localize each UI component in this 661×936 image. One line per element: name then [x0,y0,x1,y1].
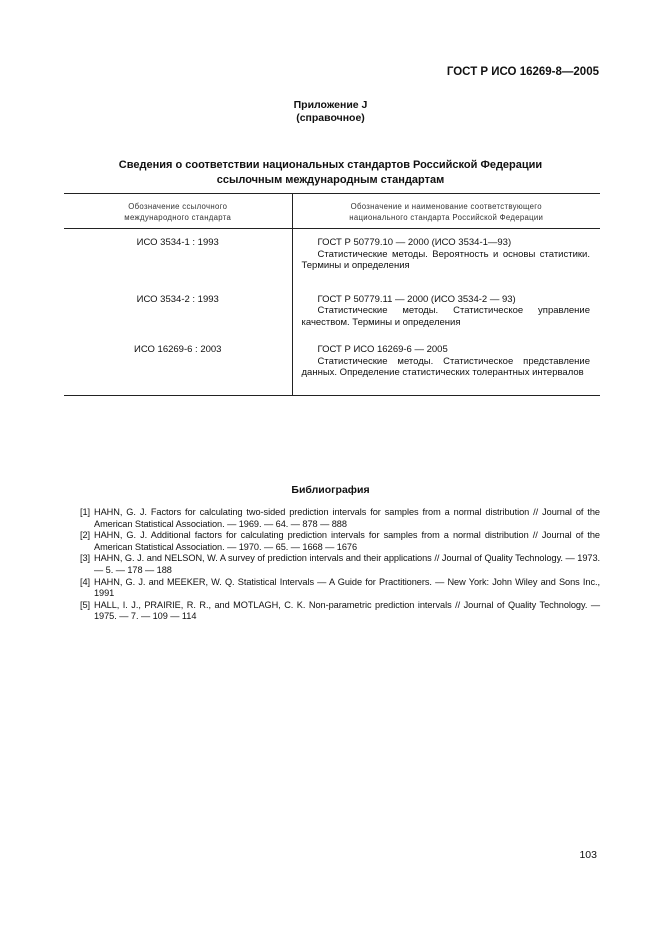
reference-number: [4] [80,576,91,587]
bibliography-list [80,507,600,623]
standards-table [64,193,600,396]
document-code: ГОСТ Р ИСО 16269-8—2005 [446,66,599,78]
header-international-standard [64,194,292,229]
header-national-standard [292,194,600,229]
bibliography-item [80,600,600,623]
table-row [64,336,600,395]
reference-text: HAHN, G. J. and MEEKER, W. Q. Statistical Intervals — A Guide for Practitioners. — New York: John Wiley and Sons Inc., 1991 [94,576,600,599]
reference-number: [1] [80,507,91,517]
header-col1-line1: Обозначение ссылочного [128,202,228,211]
reference-text: HAHN, G. J. and NELSON, W. A survey of prediction intervals and their applications // Journal of Quality Technology. — 1973. — 5. — 178 — 188 [94,553,600,575]
national-standard-description: Статистические методы. Статистическое управление качеством. Термины и определения [301,305,590,328]
national-standard-description: Статистические методы. Вероятность и основы статистики. Термины и определения [301,248,590,272]
national-standard-cell [292,286,600,337]
reference-number: [5] [80,599,91,610]
international-standard-cell: ИСО 3534-2 : 1993 [64,286,292,337]
national-standard-cell [292,229,600,286]
national-standard-code: ГОСТ Р ИСО 16269-6 — 2005 [317,344,448,356]
annex-heading [0,99,661,125]
annex-subtitle: (справочное) [296,112,365,124]
reference-number: [3] [80,553,91,564]
table-row [64,286,600,337]
bibliography-item [80,553,600,576]
table-title [0,158,661,188]
international-standard-cell: ИСО 3534-1 : 1993 [64,229,292,286]
table-header-row [64,194,600,229]
national-standard-code: ГОСТ Р 50779.10 — 2000 (ИСО 3534-1—93) [317,237,512,248]
bibliography-title: Библиография [291,484,370,496]
international-standard-cell: ИСО 16269-6 : 2003 [64,336,292,395]
table-title-line1: Сведения о соответствии национальных стандартов Российской Федерации [118,159,543,171]
annex-title: Приложение J [293,99,368,111]
national-standard-description: Статистические методы. Статистическое представление данных. Определение статистических толерантных интервалов [301,355,590,379]
reference-number: [2] [80,530,91,541]
page-number: 103 [579,849,597,861]
header-col1-line2: международного стандарта [124,213,232,222]
header-col2-line1: Обозначение и наименование соответствующего [350,202,542,211]
reference-text: HAHN, G. J. Additional factors for calculating prediction intervals for samples from a normal distribution // Journal of the American Statistical Association. — 1970. — 65. — 1668 — 1676 [94,530,600,552]
reference-text: HALL, I. J., PRAIRIE, R. R., and MOTLAGH, C. K. Non-parametric prediction intervals // Journal of Quality Technology. — 1975. — 7. — 109 — 114 [94,599,600,622]
bibliography-item [80,577,600,600]
reference-text: HAHN, G. J. Factors for calculating two-sided prediction intervals for samples from a normal distribution // Journal of the American Statistical Association. — 1969. — 64. — 878 — 888 [94,507,600,529]
bibliography-item [80,507,600,530]
header-col2-line2: национального стандарта Российской Федерации [349,213,544,222]
national-standard-code: ГОСТ Р 50779.11 — 2000 (ИСО 3534-2 — 93) [317,293,516,305]
table-title-line2: ссылочным международным стандартам [216,174,445,186]
table-row [64,229,600,286]
bibliography-item [80,530,600,553]
national-standard-cell [292,336,600,395]
